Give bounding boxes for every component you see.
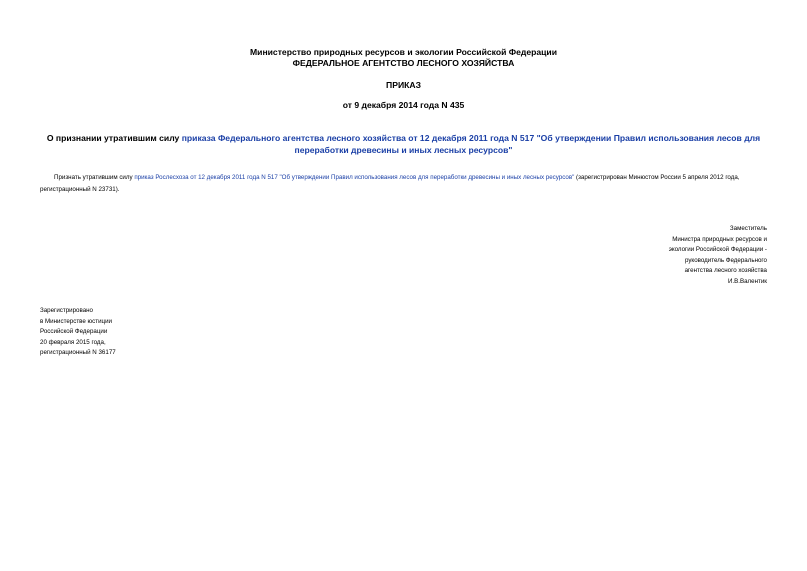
registration-line: Зарегистрировано [40, 307, 93, 314]
document-title [40, 132, 767, 156]
agency-name: ФЕДЕРАЛЬНОЕ АГЕНТСТВО ЛЕСНОГО ХОЗЯЙСТВА [292, 58, 515, 68]
registration-line: в Министерстве юстиции [40, 317, 113, 325]
registration-line: 20 февраля 2015 года, [40, 338, 106, 346]
signature-line: агентства лесного хозяйства [684, 267, 767, 275]
body-prefix: Признать утратившим силу [54, 174, 135, 181]
registration-number: регистрационный N 36177 [40, 349, 116, 357]
title-prefix: О признании утратившим силу [46, 133, 182, 143]
signature-line: руководитель Федерального [684, 256, 767, 264]
body-paragraph [40, 172, 767, 196]
document-header [0, 47, 807, 69]
body-link[interactable]: приказ Рослесхоза от 12 декабря 2011 года N 517 "Об утверждении Правил использования лесов для переработки древесины и иных лесных ресурсов" [134, 174, 575, 181]
order-date: от 9 декабря 2014 года N 435 [342, 100, 465, 110]
ministry-name: Министерство природных ресурсов и экологии Российской Федерации [250, 47, 557, 57]
signature-line: экологии Российской Федерации - [668, 246, 767, 254]
registration-line: Российской Федерации [40, 328, 108, 336]
title-link[interactable]: приказа Федерального агентства лесного хозяйства от 12 декабря 2011 года N 517 "Об утверждении Правил использования лесов для переработки древесины и иных лесных ресурсов" [181, 133, 761, 155]
body-suffix: (зарегистрирован Минюстом России 5 апреля 2012 года, регистрационный N 23731). [40, 174, 740, 193]
signature-line: Министра природных ресурсов и [672, 235, 767, 243]
signatory-name: И.В.Валентик [727, 277, 767, 285]
registration-block [40, 306, 116, 359]
signature-line: Заместитель [729, 225, 767, 232]
signature-block [669, 224, 767, 288]
order-type: ПРИКАЗ [386, 80, 421, 90]
